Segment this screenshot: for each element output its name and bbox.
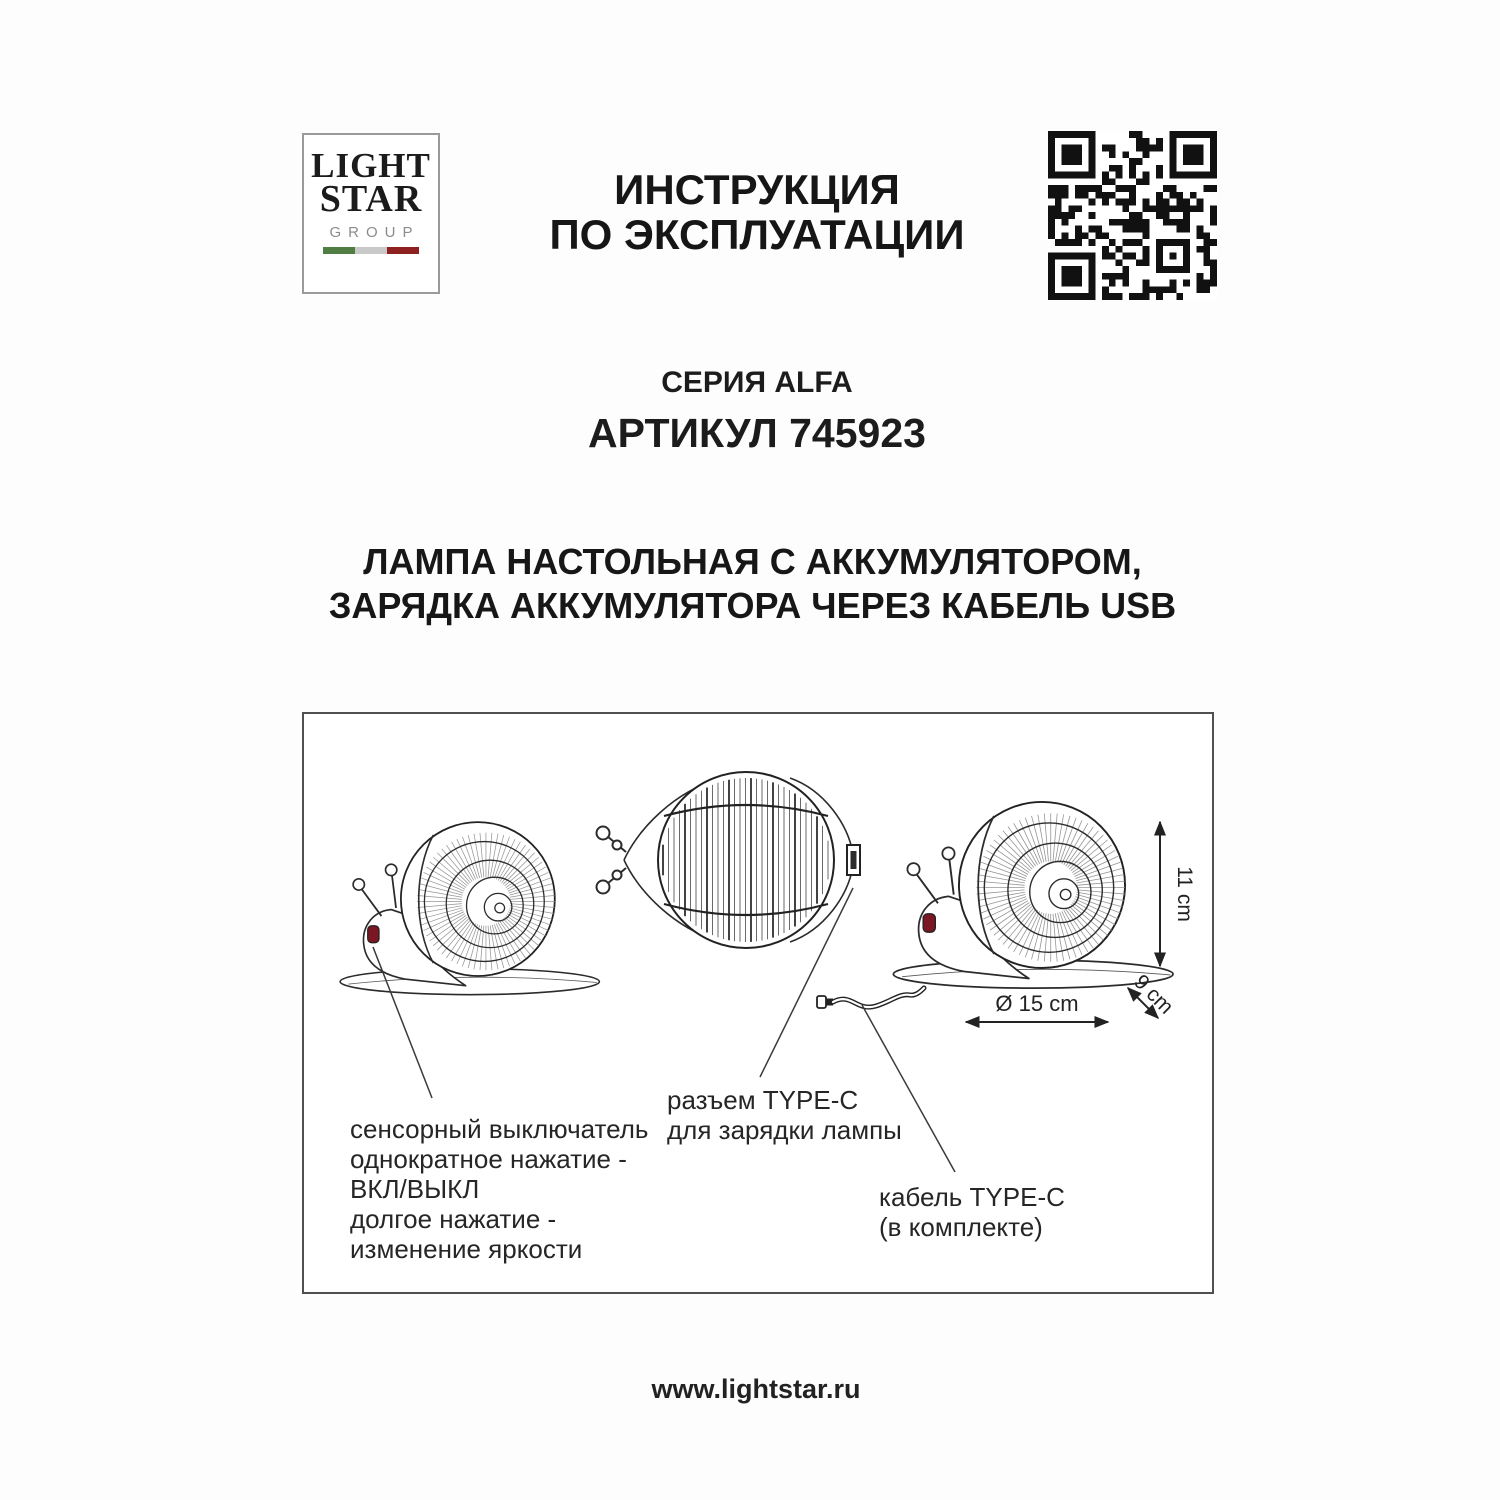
flag-white-segment <box>355 247 387 254</box>
top-view-illustration <box>597 772 861 948</box>
switch-label-line: однократное нажатие - <box>350 1144 627 1174</box>
cable-label-line: (в комплекте) <box>879 1212 1043 1242</box>
article-number: АРТИКУЛ 745923 <box>588 410 926 456</box>
logo-word-light: LIGHT <box>311 146 431 185</box>
switch-label-line: долгое нажатие - <box>350 1204 557 1234</box>
dimension-depth-label: 9 cm <box>1129 970 1178 1019</box>
logo-word-star: STAR <box>319 178 423 220</box>
port-label-line: для зарядки лампы <box>667 1115 902 1145</box>
logo-word-group: GROUP <box>329 224 420 241</box>
italian-flag-stripe <box>323 247 419 254</box>
title-line-1: ИНСТРУКЦИЯ <box>614 166 900 213</box>
switch-label-line: ВКЛ/ВЫКЛ <box>350 1174 480 1204</box>
typec-cable-illustration <box>817 988 924 1008</box>
cable-label-line: кабель TYPE-C <box>879 1182 1065 1212</box>
dimension-diameter-label: Ø 15 cm <box>995 991 1079 1016</box>
dimension-height-label: 11 cm <box>1173 866 1196 922</box>
description-line-1: ЛАМПА НАСТОЛЬНАЯ С АККУМУЛЯТОРОМ, <box>363 541 1142 582</box>
switch-label-line: сенсорный выключатель <box>350 1114 649 1144</box>
page-title <box>450 167 1064 257</box>
port-label-line: разъем TYPE-C <box>667 1085 859 1115</box>
qr-code-image <box>1048 131 1217 300</box>
lightstar-logo <box>302 133 440 294</box>
typec-port <box>847 845 860 875</box>
series-text: СЕРИЯ ALFA <box>661 366 853 399</box>
website-footer: www.lightstar.ru <box>651 1374 861 1404</box>
qr-code <box>1048 131 1217 300</box>
right-snail-illustration <box>893 802 1173 988</box>
cable-label <box>879 1182 1065 1242</box>
switch-label <box>350 1114 648 1264</box>
flag-green-segment <box>323 247 355 254</box>
flag-red-segment <box>387 247 419 254</box>
title-line-2: ПО ЭКСПЛУАТАЦИИ <box>549 211 965 258</box>
port-label <box>667 1085 902 1145</box>
description-line-2: ЗАРЯДКА АККУМУЛЯТОРА ЧЕРЕЗ КАБЕЛЬ USB <box>328 585 1177 626</box>
left-snail-illustration <box>340 822 599 995</box>
product-description <box>250 540 1255 628</box>
switch-label-line: изменение яркости <box>350 1234 583 1264</box>
diagram-panel <box>302 712 1214 1294</box>
